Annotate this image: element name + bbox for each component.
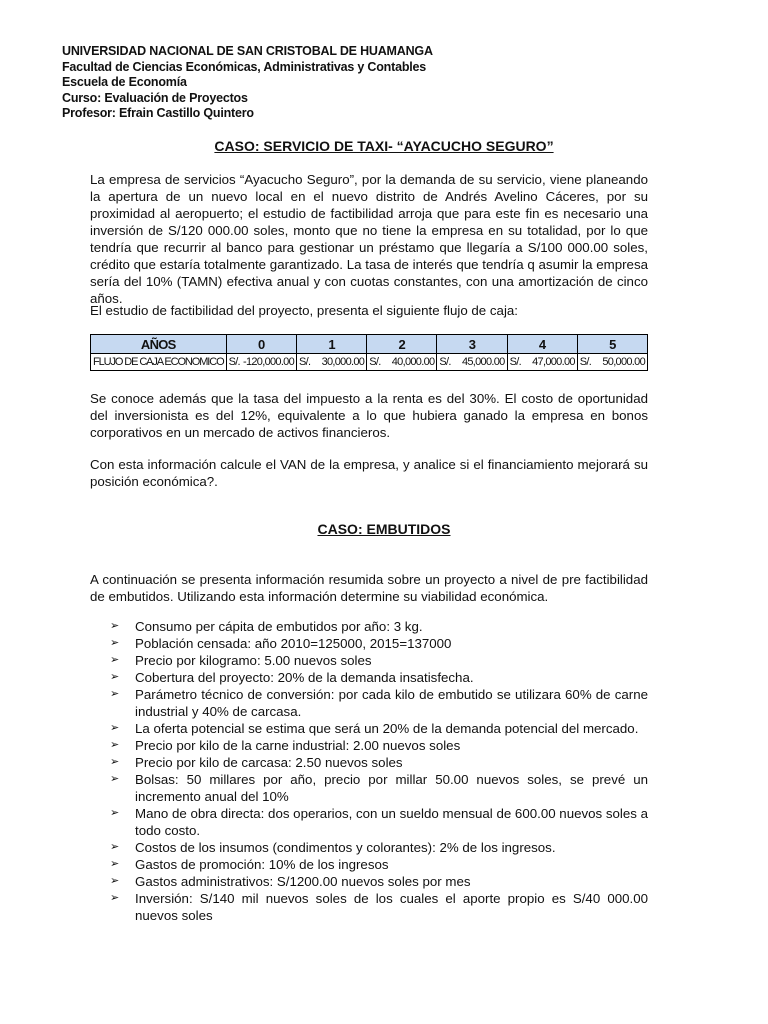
years-header: AÑOS <box>91 335 227 354</box>
amount: 50,000.00 <box>602 356 645 368</box>
currency-symbol: S/. <box>509 356 521 368</box>
list-item <box>110 873 648 890</box>
list-item <box>110 618 648 635</box>
list-item-text: Precio por kilo de carcasa: 2.50 nuevos soles <box>135 755 403 770</box>
amount: -120,000.00 <box>243 356 295 368</box>
list-item-text: Inversión: S/140 mil nuevos soles de los cuales el aporte propio es S/40 000.00 nuevos soles <box>135 891 648 923</box>
list-item <box>110 686 648 720</box>
case2-intro: A continuación se presenta información resumida sobre un proyecto a nivel de pre factibilidad de embutidos. Utilizando esta información determine su viabilidad económica. <box>90 572 648 604</box>
cash-flow-label: FLUJO DE CAJA ECONOMICO <box>91 354 227 371</box>
arrow-bullet-icon: ➢ <box>110 892 120 904</box>
arrow-bullet-icon: ➢ <box>110 637 120 649</box>
list-item-text: Precio por kilogramo: 5.00 nuevos soles <box>135 653 372 668</box>
faculty-name: Facultad de Ciencias Económicas, Administrativas y Contables <box>62 59 427 74</box>
arrow-bullet-icon: ➢ <box>110 739 120 751</box>
currency-symbol: S/. <box>369 356 381 368</box>
list-item-text: Población censada: año 2010=125000, 2015=137000 <box>135 636 452 651</box>
list-item-text: Cobertura del proyecto: 20% de la demanda insatisfecha. <box>135 670 474 685</box>
arrow-bullet-icon: ➢ <box>110 773 120 785</box>
arrow-bullet-icon: ➢ <box>110 807 120 819</box>
arrow-bullet-icon: ➢ <box>110 841 120 853</box>
case1-title: CASO: SERVICIO DE TAXI- “AYACUCHO SEGURO” <box>214 138 554 154</box>
amount: 30,000.00 <box>321 356 365 368</box>
list-item-text: Gastos administrativos: S/1200.00 nuevos soles por mes <box>135 874 471 889</box>
cash-flow-value <box>577 354 647 371</box>
case1-paragraph-1: La empresa de servicios “Ayacucho Seguro”, por la demanda de su servicio, viene planeando la apertura de un nuevo local en el nuevo distrito de Andrés Avelino Cáceres, por su proximidad al aeropuerto; el estudio de factibilidad arroja que para este fin es necesario una inversión de S/120 000.00 soles, monto que no tiene la empresa en su totalidad, por lo que tendría que recurrir al banco para gestionar un préstamo que llegaría a S/100 000.00 soles, crédito que estaría totalmente garantizado. La tasa de interés que tendría q asumir la empresa sería del 10% (TAMN) efectiva anual y con cuotas constantes, con una amortización de cinco años. <box>90 172 648 306</box>
list-item <box>110 754 648 771</box>
list-item <box>110 890 648 924</box>
list-item <box>110 720 648 737</box>
arrow-bullet-icon: ➢ <box>110 620 120 632</box>
list-item <box>110 805 648 839</box>
school-name: Escuela de Economía <box>62 75 187 89</box>
list-item-text: Gastos de promoción: 10% de los ingresos <box>135 857 389 872</box>
course-name: Curso: Evaluación de Proyectos <box>62 90 248 105</box>
year-cell: 1 <box>297 335 367 354</box>
list-item-text: Precio por kilo de la carne industrial: 2.00 nuevos soles <box>135 738 461 753</box>
case1-paragraph-3: Se conoce además que la tasa del impuesto a la renta es del 30%. El costo de oportunidad del inversionista es del 12%, equivalente a lo que hubiera ganado la empresa en bonos corporativos en un mercado de activos financieros. <box>90 391 648 440</box>
year-cell: 0 <box>226 335 296 354</box>
list-item-text: Costos de los insumos (condimentos y colorantes): 2% de los ingresos. <box>135 840 556 855</box>
year-cell: 4 <box>507 335 577 354</box>
document-header <box>62 44 722 122</box>
list-item <box>110 669 648 686</box>
currency-symbol: S/. <box>228 356 240 368</box>
arrow-bullet-icon: ➢ <box>110 688 120 700</box>
arrow-bullet-icon: ➢ <box>110 858 120 870</box>
list-item <box>110 635 648 652</box>
cash-flow-table <box>90 334 648 371</box>
year-cell: 3 <box>437 335 507 354</box>
list-item <box>110 839 648 856</box>
year-cell: 5 <box>577 335 647 354</box>
cash-flow-value <box>367 354 437 371</box>
arrow-bullet-icon: ➢ <box>110 756 120 768</box>
university-name: UNIVERSIDAD NACIONAL DE SAN CRISTOBAL DE HUAMANGA <box>62 44 433 58</box>
table-row <box>91 354 648 371</box>
case1-paragraph-2: El estudio de factibilidad del proyecto, presenta el siguiente flujo de caja: <box>90 303 518 318</box>
arrow-bullet-icon: ➢ <box>110 671 120 683</box>
list-item-text: La oferta potencial se estima que será un 20% de la demanda potencial del mercado. <box>135 721 639 736</box>
list-item <box>110 771 648 805</box>
arrow-bullet-icon: ➢ <box>110 654 120 666</box>
list-item <box>110 737 648 754</box>
currency-symbol: S/. <box>299 356 311 368</box>
amount: 47,000.00 <box>532 356 575 368</box>
arrow-bullet-icon: ➢ <box>110 722 120 734</box>
table-header-row <box>91 335 648 354</box>
list-item-text: Mano de obra directa: dos operarios, con un sueldo mensual de 600.00 nuevos soles a todo costo. <box>135 806 649 838</box>
currency-symbol: S/. <box>579 356 592 368</box>
case1-paragraph-4: Con esta información calcule el VAN de la empresa, y analice si el financiamiento mejorará su posición económica?. <box>90 457 648 489</box>
professor-name: Profesor: Efrain Castillo Quintero <box>62 106 254 120</box>
list-item-text: Bolsas: 50 millares por año, precio por millar 50.00 nuevos soles, se prevé un incremento anual del 10% <box>135 772 648 804</box>
list-item <box>110 856 648 873</box>
case2-title: CASO: EMBUTIDOS <box>317 521 451 537</box>
cash-flow-value <box>437 354 507 371</box>
list-item <box>110 652 648 669</box>
cash-flow-value <box>507 354 577 371</box>
cash-flow-value <box>226 354 296 371</box>
cash-flow-value <box>297 354 367 371</box>
year-cell: 2 <box>367 335 437 354</box>
currency-symbol: S/. <box>439 356 451 368</box>
amount: 45,000.00 <box>461 356 505 368</box>
requirements-list <box>110 618 648 924</box>
arrow-bullet-icon: ➢ <box>110 875 120 887</box>
list-item-text: Parámetro técnico de conversión: por cada kilo de embutido se utilizara 60% de carne industrial y 40% de carcasa. <box>135 687 648 719</box>
amount: 40,000.00 <box>391 356 435 368</box>
list-item-text: Consumo per cápita de embutidos por año: 3 kg. <box>135 619 423 634</box>
